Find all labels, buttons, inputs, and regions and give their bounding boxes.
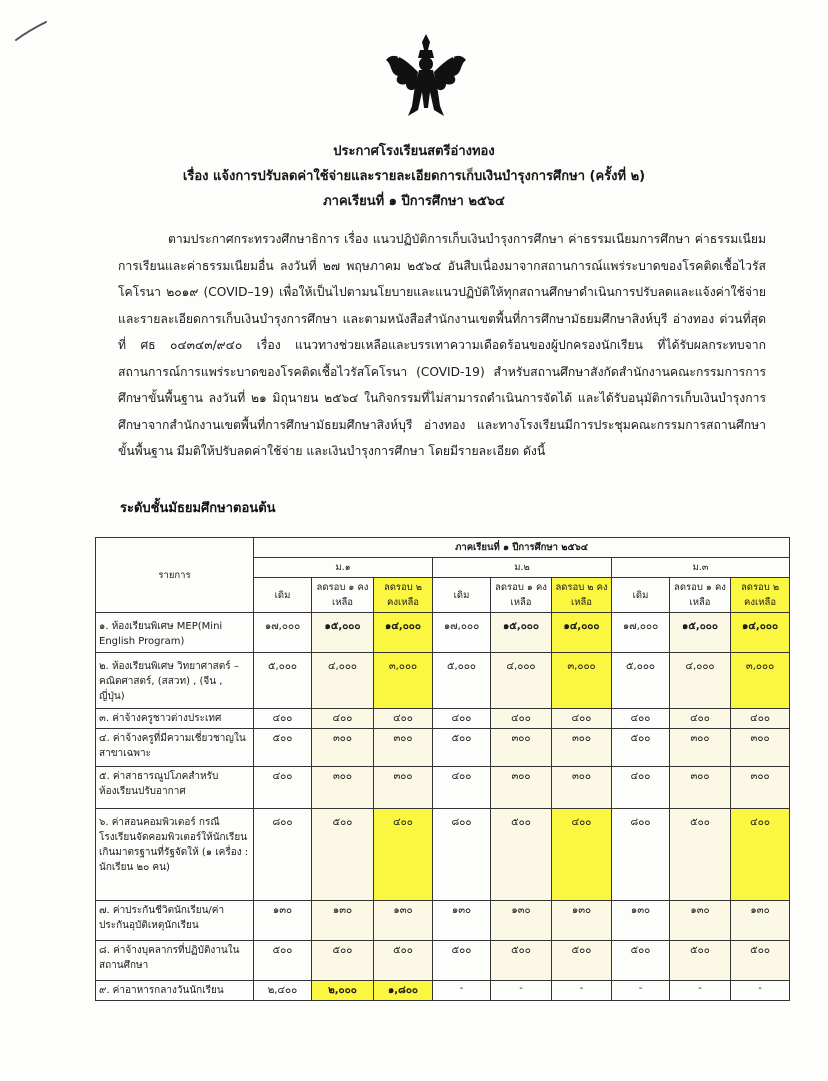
cell: ๓๐๐ bbox=[731, 729, 790, 767]
col-original: เดิม bbox=[254, 578, 312, 613]
table-row bbox=[96, 941, 790, 981]
cell: ๑๕,๐๐๐ bbox=[312, 613, 374, 653]
cell: ๑๔,๐๐๐ bbox=[374, 613, 433, 653]
row-item: ๔. ค่าจ้างครูที่มีความเชี่ยวชาญในสาขาเฉพาะ bbox=[96, 729, 254, 767]
col-original: เดิม bbox=[433, 578, 491, 613]
cell: ๑๗,๐๐๐ bbox=[254, 613, 312, 653]
cell: ๕๐๐ bbox=[254, 941, 312, 981]
cell: ๑๓๐ bbox=[254, 901, 312, 941]
cell: ๑๓๐ bbox=[374, 901, 433, 941]
table-row bbox=[96, 767, 790, 809]
cell: ๑๔,๐๐๐ bbox=[731, 613, 790, 653]
row-item: ๑. ห้องเรียนพิเศษ MEP(Mini English Program) bbox=[96, 613, 254, 653]
col-round2: ลดรอบ ๒ คงเหลือ bbox=[552, 578, 612, 613]
announcement-body: ตามประกาศกระทรวงศึกษาธิการ เรื่อง แนวปฏิบัติการเก็บเงินบำรุงการศึกษา ค่าธรรมเนียมการศึกษา ค่าธรรมเนียมการเรียนและค่าธรรมเนียมอื่น ลงวันที่ ๒๗ พฤษภาคม ๒๕๖๔ อันสืบเนื่องมาจากสถานการณ์แพร่ระบาดของโรคติดเชื้อไวรัสโคโรนา ๒๐๑๙ (COVID–19) เพื่อให้เป็นไปตามนโยบายและแนวปฏิบัติให้ทุกสถานศึกษาดำเนินการปรับลดและแจ้งค่าใช้จ่ายและรายละเอียดการเก็บเงินบำรุงการศึกษา และตามหนังสือสำนักงานเขตพื้นที่การศึกษามัธยมศึกษาสิงห์บุรี อ่างทอง ด่วนที่สุด ที่ ศธ ๐๔๓๔๓/๙๔๐ เรื่อง แนวทางช่วยเหลือและบรรเทาความเดือดร้อนของผู้ปกครองนักเรียน ที่ได้รับผลกระทบจากสถานการณ์การแพร่ระบาดของโรคติดเชื้อไวรัสโคโรนา (COVID-19) สำหรับสถานศึกษาสังกัดสำนักงานคณะกรรมการการศึกษาขั้นพื้นฐาน ลงวันที่ ๒๑ มิถุนายน ๒๕๖๔ ในกิจกรรมที่ไม่สามารถดำเนินการจัดได้ และได้รับอนุมัติการเก็บเงินบำรุงการศึกษาจากสำนักงานเขตพื้นที่การศึกษามัธยมศึกษาสิงห์บุรี อ่างทอง และทางโรงเรียนมีการประชุมคณะกรรมการสถานศึกษาขั้นพื้นฐาน มีมติให้ปรับลดค่าใช้จ่าย และเงินบำรุงการศึกษา โดยมีรายละเอียด ดังนี้ bbox=[118, 232, 766, 458]
grade-header: ม.๑ bbox=[254, 558, 433, 578]
col-round2: ลดรอบ ๒ คงเหลือ bbox=[374, 578, 433, 613]
cell: ๓๐๐ bbox=[552, 767, 612, 809]
cell: ๓,๐๐๐ bbox=[731, 653, 790, 709]
cell: ๕,๐๐๐ bbox=[612, 653, 670, 709]
cell: ๕,๐๐๐ bbox=[254, 653, 312, 709]
cell: ๕๐๐ bbox=[670, 941, 731, 981]
table-row bbox=[96, 653, 790, 709]
cell: ๕๐๐ bbox=[612, 941, 670, 981]
item-header: รายการ bbox=[96, 538, 254, 613]
table-row bbox=[96, 981, 790, 1001]
cell: ๔๐๐ bbox=[254, 709, 312, 729]
row-item: ๘. ค่าจ้างบุคลากรที่ปฏิบัติงานในสถานศึกษา bbox=[96, 941, 254, 981]
cell: - bbox=[612, 981, 670, 1001]
row-item: ๗. ค่าประกันชีวิตนักเรียน/ค่าประกันอุบัติเหตุนักเรียน bbox=[96, 901, 254, 941]
cell: ๔๐๐ bbox=[552, 709, 612, 729]
cell: ๓๐๐ bbox=[491, 767, 552, 809]
cell: ๓๐๐ bbox=[552, 729, 612, 767]
row-item: ๙. ค่าอาหารกลางวันนักเรียน bbox=[96, 981, 254, 1001]
table-row bbox=[96, 729, 790, 767]
cell: ๕๐๐ bbox=[433, 941, 491, 981]
grade-header: ม.๓ bbox=[612, 558, 790, 578]
cell: ๓๐๐ bbox=[374, 729, 433, 767]
row-item: ๒. ห้องเรียนพิเศษ วิทยาศาสตร์ – คณิตศาสตร์, (สสวท) , (จีน , ญี่ปุ่น) bbox=[96, 653, 254, 709]
cell: ๘๐๐ bbox=[433, 809, 491, 901]
cell: ๕๐๐ bbox=[731, 941, 790, 981]
cell: ๑๓๐ bbox=[731, 901, 790, 941]
cell: ๔๐๐ bbox=[552, 809, 612, 901]
table-row bbox=[96, 809, 790, 901]
term-header: ภาคเรียนที่ ๑ ปีการศึกษา ๒๕๖๔ bbox=[254, 538, 790, 558]
cell: ๔๐๐ bbox=[254, 767, 312, 809]
cell: ๔๐๐ bbox=[491, 709, 552, 729]
fees-table bbox=[95, 537, 790, 1001]
row-item: ๖. ค่าสอนคอมพิวเตอร์ กรณีโรงเรียนจัดคอมพิวเตอร์ให้นักเรียนเกินมาตรฐานที่รัฐจัดให้ (๑ เครื่อง : นักเรียน ๒๐ คน) bbox=[96, 809, 254, 901]
cell: ๑๗,๐๐๐ bbox=[433, 613, 491, 653]
garuda-emblem-icon bbox=[384, 30, 468, 122]
cell: ๑๔,๐๐๐ bbox=[552, 613, 612, 653]
cell: ๔๐๐ bbox=[433, 709, 491, 729]
cell: ๔๐๐ bbox=[374, 709, 433, 729]
cell: ๕๐๐ bbox=[612, 729, 670, 767]
cell: ๒,๔๐๐ bbox=[254, 981, 312, 1001]
cell: ๓๐๐ bbox=[731, 767, 790, 809]
grade-header: ม.๒ bbox=[433, 558, 612, 578]
row-item: ๕. ค่าสาธารณูปโภคสำหรับห้องเรียนปรับอากาศ bbox=[96, 767, 254, 809]
cell: ๔๐๐ bbox=[670, 709, 731, 729]
cell: ๔๐๐ bbox=[433, 767, 491, 809]
cell: ๑๗,๐๐๐ bbox=[612, 613, 670, 653]
table-row bbox=[96, 709, 790, 729]
cell: ๕๐๐ bbox=[670, 809, 731, 901]
cell: ๕๐๐ bbox=[312, 809, 374, 901]
cell: ๘๐๐ bbox=[254, 809, 312, 901]
cell: ๔,๐๐๐ bbox=[670, 653, 731, 709]
cell: ๑๓๐ bbox=[612, 901, 670, 941]
section-title: ระดับชั้นมัธยมศึกษาตอนต้น bbox=[120, 501, 276, 516]
cell: - bbox=[670, 981, 731, 1001]
cell: ๒,๐๐๐ bbox=[312, 981, 374, 1001]
cell: ๔๐๐ bbox=[374, 809, 433, 901]
cell: ๕๐๐ bbox=[254, 729, 312, 767]
col-round1: ลดรอบ ๑ คงเหลือ bbox=[312, 578, 374, 613]
row-item: ๓. ค่าจ้างครูชาวต่างประเทศ bbox=[96, 709, 254, 729]
cell: ๔๐๐ bbox=[312, 709, 374, 729]
col-round2: ลดรอบ ๒ คงเหลือ bbox=[731, 578, 790, 613]
col-original: เดิม bbox=[612, 578, 670, 613]
cell: ๑๓๐ bbox=[312, 901, 374, 941]
cell: ๑๕,๐๐๐ bbox=[491, 613, 552, 653]
cell: ๕๐๐ bbox=[491, 941, 552, 981]
cell: ๑๕,๐๐๐ bbox=[670, 613, 731, 653]
cell: - bbox=[552, 981, 612, 1001]
cell: ๕,๐๐๐ bbox=[433, 653, 491, 709]
cell: - bbox=[491, 981, 552, 1001]
table-row bbox=[96, 613, 790, 653]
cell: ๕๐๐ bbox=[491, 809, 552, 901]
cell: ๔๐๐ bbox=[612, 767, 670, 809]
cell: ๓๐๐ bbox=[491, 729, 552, 767]
cell: - bbox=[433, 981, 491, 1001]
cell: ๕๐๐ bbox=[552, 941, 612, 981]
cell: ๔,๐๐๐ bbox=[312, 653, 374, 709]
cell: ๓๐๐ bbox=[670, 767, 731, 809]
cell: ๓๐๐ bbox=[312, 767, 374, 809]
announcement-subject: เรื่อง แจ้งการปรับลดค่าใช้จ่ายและรายละเอียดการเก็บเงินบำรุงการศึกษา (ครั้งที่ ๒) bbox=[182, 169, 646, 184]
col-round1: ลดรอบ ๑ คงเหลือ bbox=[491, 578, 552, 613]
cell: ๑๓๐ bbox=[433, 901, 491, 941]
announcement-title: ประกาศโรงเรียนสตรีอ่างทอง bbox=[333, 144, 495, 159]
cell: ๑๓๐ bbox=[670, 901, 731, 941]
cell: ๕๐๐ bbox=[433, 729, 491, 767]
cell: ๓๐๐ bbox=[312, 729, 374, 767]
cell: ๓๐๐ bbox=[670, 729, 731, 767]
cell: ๔๐๐ bbox=[731, 809, 790, 901]
cell: - bbox=[731, 981, 790, 1001]
cell: ๑,๘๐๐ bbox=[374, 981, 433, 1001]
cell: ๑๓๐ bbox=[491, 901, 552, 941]
cell: ๓,๐๐๐ bbox=[374, 653, 433, 709]
cell: ๕๐๐ bbox=[374, 941, 433, 981]
cell: ๘๐๐ bbox=[612, 809, 670, 901]
cell: ๓๐๐ bbox=[374, 767, 433, 809]
cell: ๓,๐๐๐ bbox=[552, 653, 612, 709]
cell: ๕๐๐ bbox=[312, 941, 374, 981]
pen-mark-icon bbox=[14, 20, 48, 42]
cell: ๑๓๐ bbox=[552, 901, 612, 941]
announcement-term: ภาคเรียนที่ ๑ ปีการศึกษา ๒๕๖๔ bbox=[323, 194, 505, 209]
cell: ๔๐๐ bbox=[612, 709, 670, 729]
cell: ๔๐๐ bbox=[731, 709, 790, 729]
table-row bbox=[96, 901, 790, 941]
cell: ๔,๐๐๐ bbox=[491, 653, 552, 709]
col-round1: ลดรอบ ๑ คงเหลือ bbox=[670, 578, 731, 613]
